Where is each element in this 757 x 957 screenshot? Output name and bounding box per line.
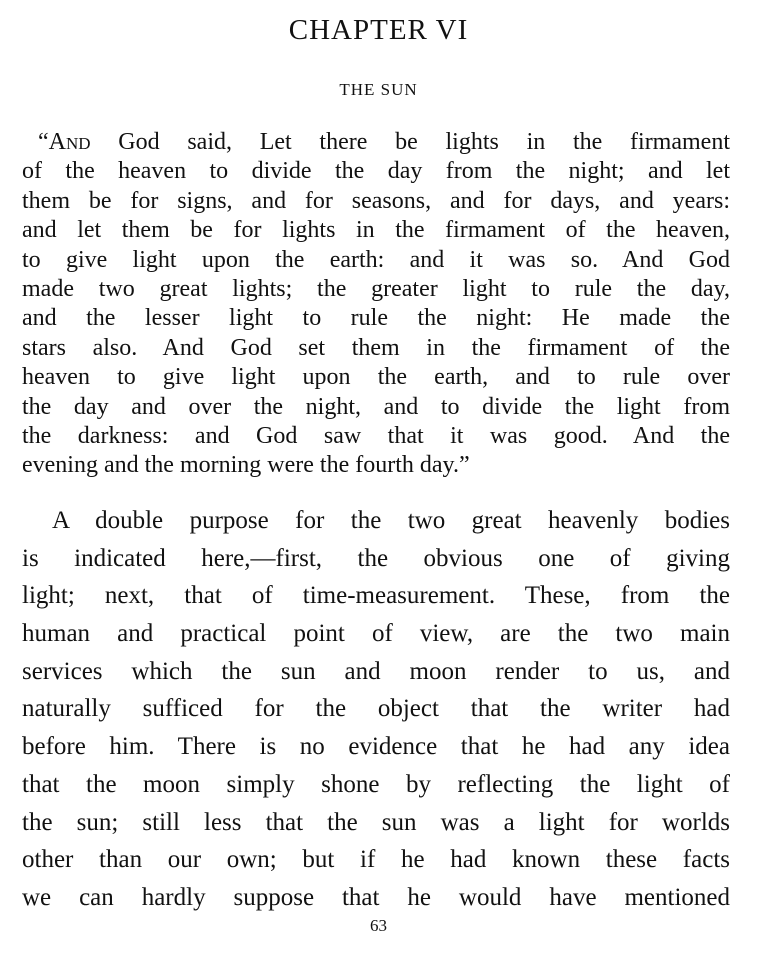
body-paragraph [22, 502, 730, 917]
text-line: is indicated here,—first, the obvious one of giving [22, 544, 730, 572]
text-line: heaven to give light upon the earth, and to rule over [22, 364, 730, 391]
text-line: light; next, that of time-measurement. These, from the [22, 582, 730, 610]
text-line: of the heaven to divide the day from the night; and let [22, 158, 730, 185]
text-line: and let them be for lights in the firmament of the heaven, [22, 217, 730, 244]
text-line: evening and the morning were the fourth day.” [22, 452, 470, 479]
text-line: the day and over the night, and to divide the light from [22, 393, 730, 420]
page-number: 63 [370, 916, 387, 935]
section-title: THE SUN [339, 80, 418, 99]
text-line: before him. There is no evidence that he had any idea [22, 733, 730, 761]
text-line: the sun; still less that the sun was a light for worlds [22, 808, 730, 836]
scripture-quote [22, 128, 730, 481]
text-line: we can hardly suppose that he would have mentioned [22, 883, 730, 911]
text-line: and the lesser light to rule the night: He made the [22, 305, 730, 332]
chapter-title: CHAPTER VI [288, 14, 469, 46]
text-line: them be for signs, and for seasons, and for days, and years: [22, 187, 730, 214]
text-line: services which the sun and moon render to us, and [22, 657, 730, 685]
text-line: made two great lights; the greater light to rule the day, [22, 275, 730, 302]
text-line: naturally sufficed for the object that the writer had [22, 695, 730, 723]
text-line: other than our own; but if he had known these facts [22, 846, 730, 874]
text-line: that the moon simply shone by reflecting the light of [22, 770, 730, 798]
text-line: A double purpose for the two great heavenly bodies [52, 507, 730, 534]
text-line: stars also. And God set them in the firmament of the [22, 334, 730, 361]
text-line: “And God said, Let there be lights in the firmament [38, 129, 730, 155]
text-line: the darkness: and God saw that it was good. And the [22, 422, 730, 449]
text-line: human and practical point of view, are the two main [22, 620, 730, 648]
text-line: to give light upon the earth: and it was so. And God [22, 246, 730, 273]
